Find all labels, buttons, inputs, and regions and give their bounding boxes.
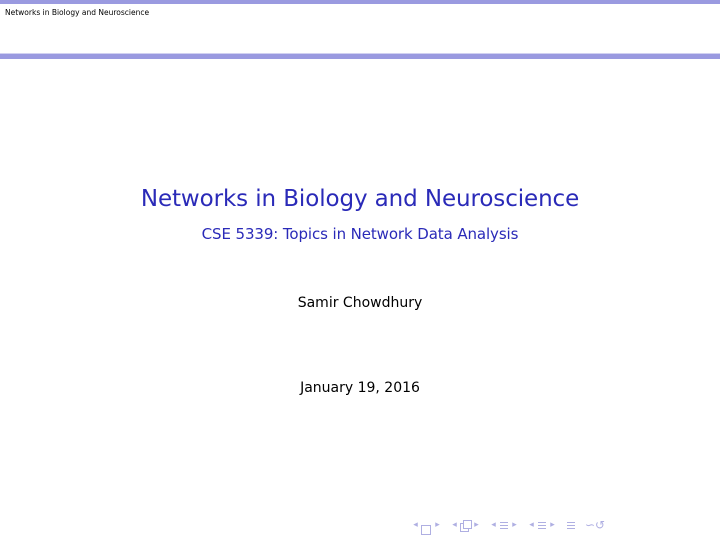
author-name: Samir Chowdhury: [297, 295, 423, 311]
nav-section-group: [489, 519, 519, 531]
beamer-navigation-bar: [411, 517, 607, 533]
section-lines-icon[interactable]: [537, 520, 547, 530]
nav-loop-group: [585, 518, 606, 532]
arrow-left-icon[interactable]: ◂: [452, 520, 457, 530]
running-title: Networks in Biology and Neuroscience: [5, 8, 150, 17]
presentation-title: Networks in Biology and Neuroscience: [140, 186, 580, 212]
frame-stack-icon[interactable]: [460, 520, 471, 531]
nav-align-group: [565, 520, 577, 530]
arrow-right-icon[interactable]: ▸: [550, 520, 555, 530]
top-theme-stripe: [0, 0, 720, 4]
align-lines-icon[interactable]: [566, 520, 576, 530]
presentation-subtitle: CSE 5339: Topics in Network Data Analysis: [201, 225, 519, 243]
subsection-lines-icon[interactable]: [499, 520, 509, 530]
back-forward-loop-icon[interactable]: ∽↺: [585, 518, 606, 532]
arrow-left-icon[interactable]: ◂: [529, 520, 534, 530]
header-divider: [0, 54, 720, 59]
presentation-date: January 19, 2016: [300, 380, 420, 396]
nav-document-group: [527, 519, 557, 531]
nav-subsection-group: [450, 519, 481, 531]
arrow-right-icon[interactable]: ▸: [474, 520, 479, 530]
arrow-left-icon[interactable]: ◂: [413, 520, 418, 530]
arrow-left-icon[interactable]: ◂: [491, 520, 496, 530]
arrow-right-icon[interactable]: ▸: [435, 520, 440, 530]
frame-box-icon[interactable]: [421, 520, 432, 531]
nav-frame-group: [411, 519, 442, 531]
arrow-right-icon[interactable]: ▸: [512, 520, 517, 530]
